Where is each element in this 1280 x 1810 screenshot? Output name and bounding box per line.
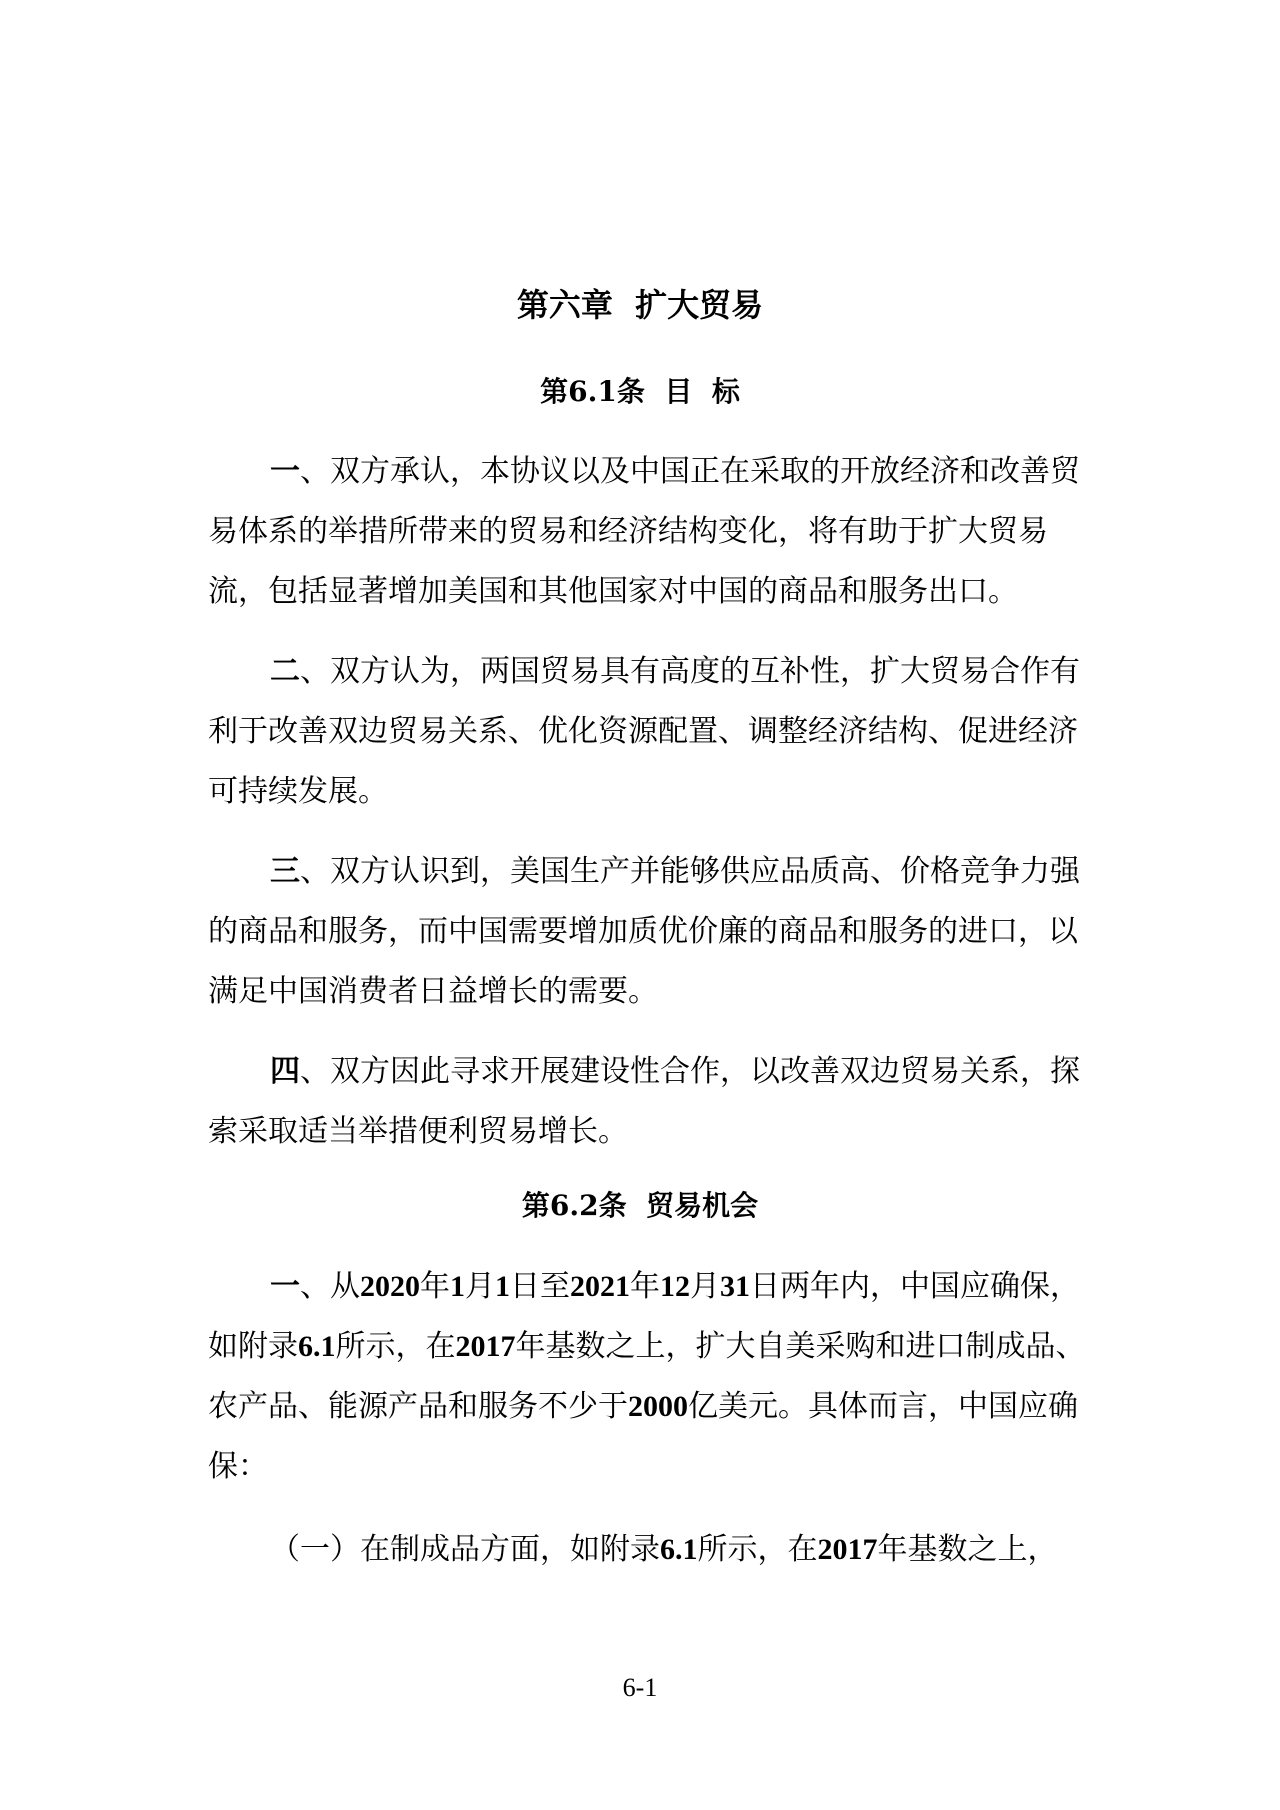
number-run: 1 (495, 1270, 510, 1303)
chapter-title: 第六章 扩大贸易 (516, 286, 764, 324)
article-6-1-title: 第6.1条 目 标 (540, 375, 740, 408)
number-run: 2017 (455, 1330, 516, 1363)
text-run: 年基数之上， (877, 1532, 1058, 1567)
text-run: 月 (690, 1269, 720, 1304)
article-6-2-paragraph-2 (208, 1520, 1088, 1580)
text-run: 亿美元。具体而言，中国应确保： (208, 1389, 1078, 1484)
paragraph-text: 、双方认为，两国贸易具有高度的互补性，扩大贸易合作有利于改善双边贸易关系、优化资源配置、调整经济结构、促进经济可持续发展。 (208, 654, 1080, 809)
number-run: 2021 (570, 1270, 630, 1303)
number-run: 12 (660, 1270, 690, 1303)
paragraph-text: 、双方因此寻求开展建设性合作，以改善双边贸易关系，探索采取适当举措便利贸易增长。 (208, 1054, 1080, 1149)
number-run: 1 (450, 1270, 465, 1303)
article-6-2-title: 第6.2条 贸易机会 (521, 1189, 759, 1222)
page-number: 6-1 (622, 1673, 658, 1702)
paragraph-text: 、双方认识到，美国生产并能够供应品质高、价格竞争力强的商品和服务，而中国需要增加质优价廉的商品和服务的进口，以满足中国消费者日益增长的需要。 (208, 854, 1080, 1009)
text-run: 所示，在 (697, 1532, 818, 1567)
text-run: 月 (465, 1269, 495, 1304)
paragraph-lead: 二 (270, 654, 300, 689)
text-run: （一）在制成品方面，如附录 (270, 1532, 660, 1567)
number-run: 2017 (817, 1533, 878, 1566)
article-6-2-paragraph-1 (208, 1257, 1088, 1497)
paragraph-text: 、双方承认，本协议以及中国正在采取的开放经济和改善贸易体系的举措所带来的贸易和经济结构变化，将有助于扩大贸易流，包括显著增加美国和其他国家对中国的商品和服务出口。 (208, 454, 1080, 609)
paragraph-lead: 一 (270, 454, 300, 489)
number-run: 2020 (360, 1270, 420, 1303)
text-run: 日至 (510, 1269, 570, 1304)
text-run: 年 (420, 1269, 450, 1304)
number-run: 6.1 (298, 1330, 336, 1363)
text-run: 年 (630, 1269, 660, 1304)
number-run: 31 (720, 1270, 750, 1303)
article-6-1-paragraph-4 (208, 1042, 1088, 1162)
article-6-1-paragraph-1 (208, 442, 1088, 622)
paragraph-lead: 一 (270, 1269, 300, 1304)
paragraph-lead: 三 (270, 854, 300, 889)
paragraph-lead: 四 (270, 1054, 300, 1089)
text-run: 所示，在 (335, 1329, 456, 1364)
text-run: 年基数之上，扩大自美采购和进口制成品、农产品、能源产品和服务不少于 (208, 1329, 1086, 1424)
number-run: 2000 (628, 1390, 688, 1423)
text-run: 日两年内，中国应确保，如附录 (208, 1269, 1080, 1364)
number-run: 6.1 (660, 1533, 698, 1566)
text-run: 、从 (300, 1269, 360, 1304)
article-6-1-paragraph-2 (208, 642, 1088, 822)
article-6-1-paragraph-3 (208, 842, 1088, 1022)
